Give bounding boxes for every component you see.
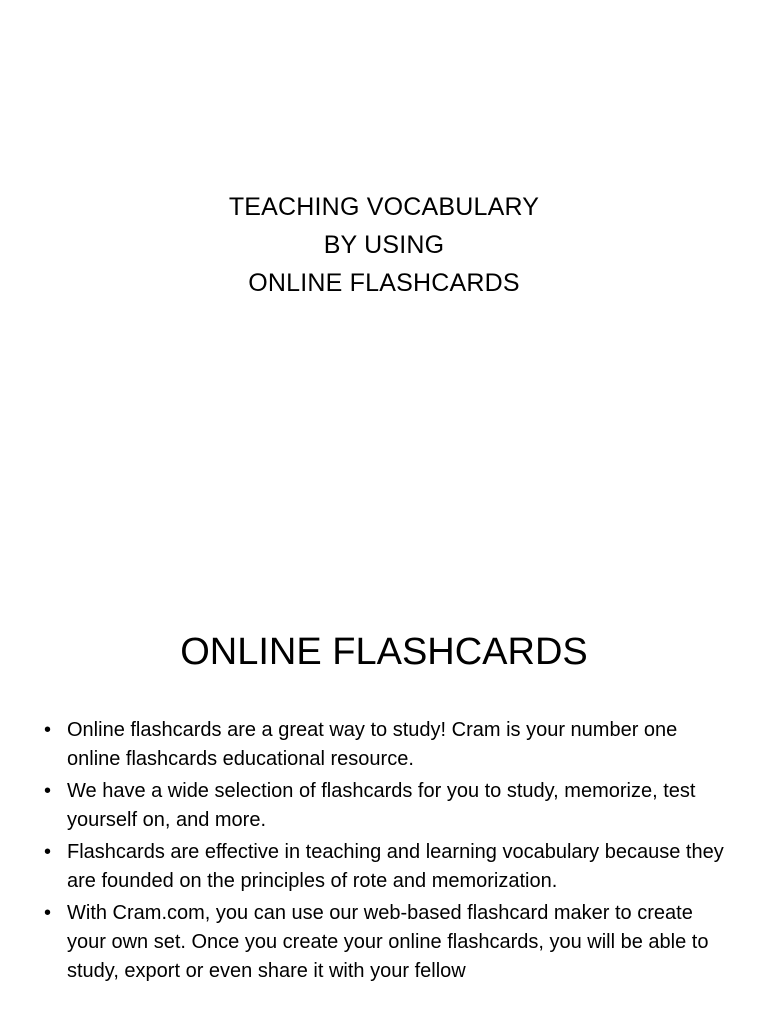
list-item xyxy=(44,716,734,774)
bullet-icon: • xyxy=(44,719,52,741)
title-line-3: ONLINE FLASHCARDS xyxy=(248,269,520,297)
bullet-text: Flashcards are effective in teaching and learning vocabulary because they are founded on the principles of rote and memorization. xyxy=(67,841,724,892)
title-line-1: TEACHING VOCABULARY xyxy=(228,193,540,221)
bullet-icon: • xyxy=(44,841,52,863)
bullet-list xyxy=(44,716,734,989)
bullet-text: Online flashcards are a great way to study! Cram is your number one online flashcards educational resource. xyxy=(67,719,678,770)
bullet-icon: • xyxy=(44,780,52,802)
content-slide-heading: ONLINE FLASHCARDS xyxy=(180,631,588,673)
list-item xyxy=(44,777,734,835)
bullet-icon: • xyxy=(44,902,52,924)
bullet-text: We have a wide selection of flashcards for you to study, memorize, test yourself on, and more. xyxy=(67,780,696,831)
title-line-2: BY USING xyxy=(323,231,445,259)
list-item xyxy=(44,899,734,986)
content-slide xyxy=(0,576,768,1024)
title-slide-heading xyxy=(0,188,768,302)
list-item xyxy=(44,838,734,896)
bullet-text: With Cram.com, you can use our web-based flashcard maker to create your own set. Once you create your online flashcards, you will be able to study, export or even share it with your fellow xyxy=(67,902,709,982)
